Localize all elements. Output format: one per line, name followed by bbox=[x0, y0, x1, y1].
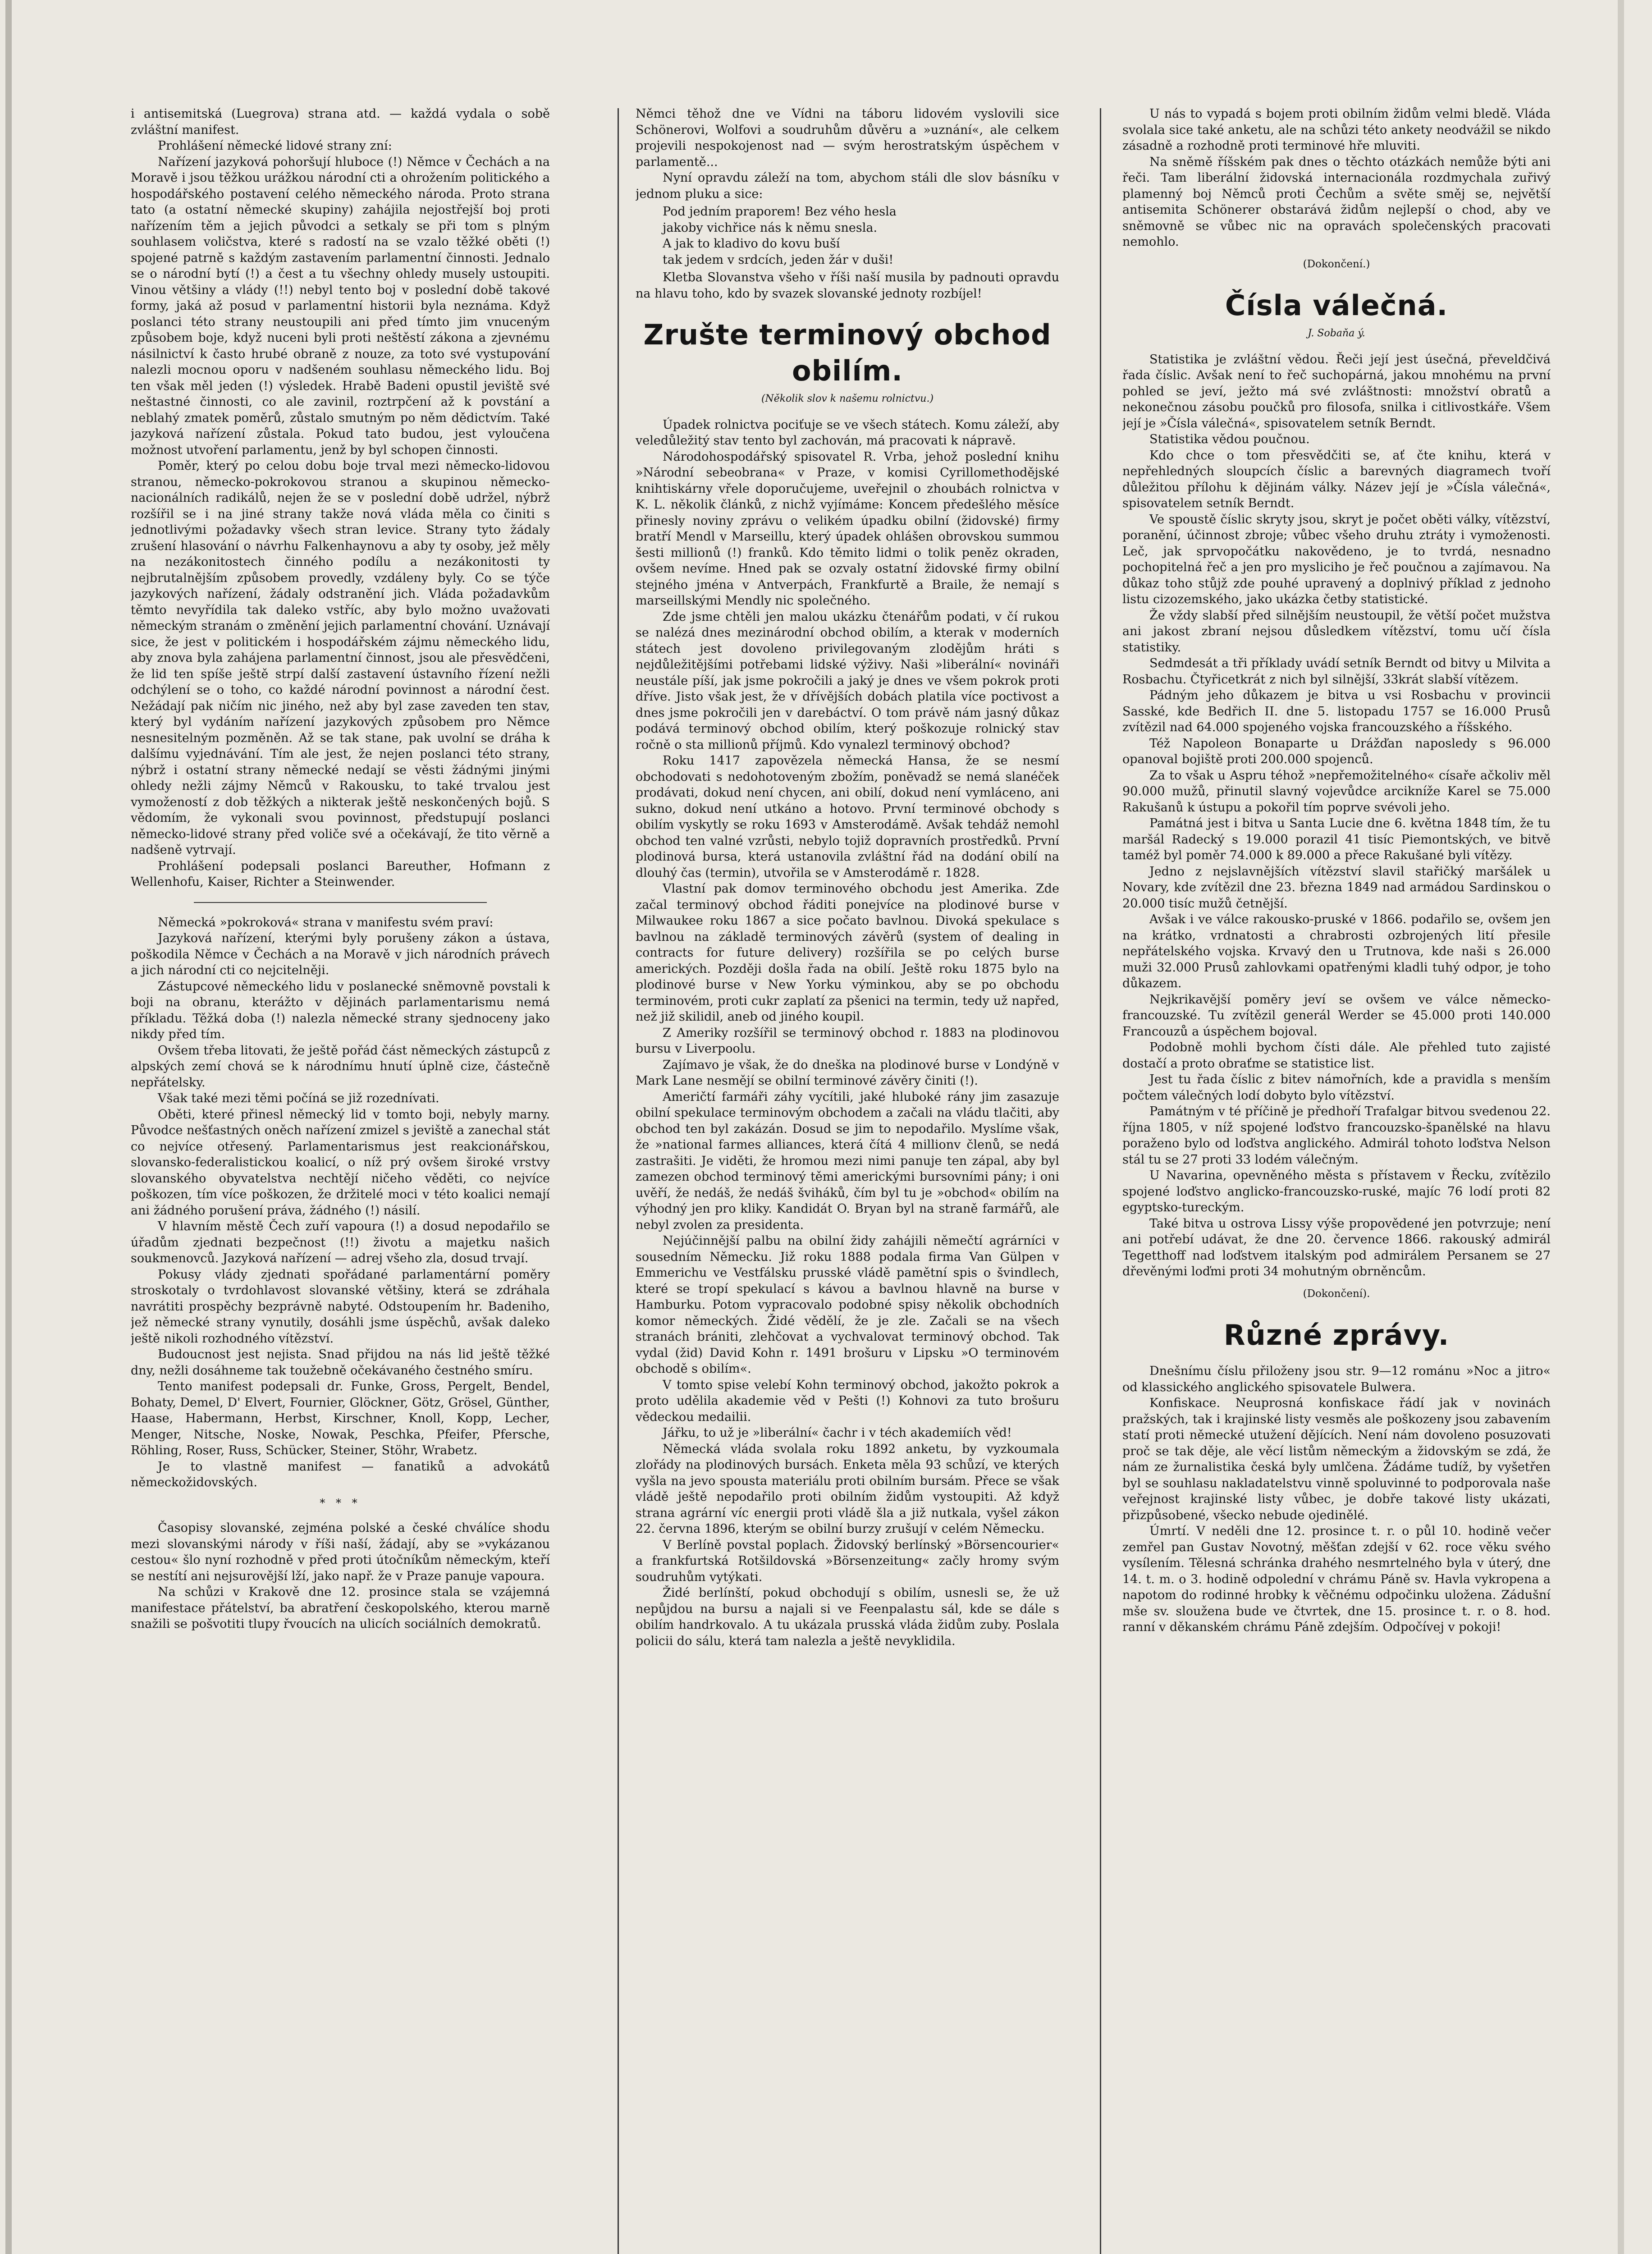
paragraph: Ovšem třeba litovati, že ještě pořád část německých zástupců z alpských zemí chová se k národnímu hnutí úplně cize, částečně nepřátelsky. bbox=[131, 1043, 550, 1090]
paragraph: Za to však u Aspru téhož »nepřemožitelného« císaře ačkoliv měl 90.000 mužů, přinutil slavný vojevůdce arcikníže Karel se 75.000 Rakušanů k ústupu a pokořil tím poprve svévoli jeho. bbox=[1122, 768, 1551, 815]
paragraph: V Berlíně povstal poplach. Židovský berlínský »Börsencourier« a frankfurtská Rotšildovská »Börsenzeitung« začly hromy svým soudruhům vytýkati. bbox=[636, 1538, 1059, 1584]
paragraph: Dnešnímu číslu přiloženy jsou str. 9—12 románu »Noc a jitro« od klassického anglického spisovatele Bulwera. bbox=[1122, 1364, 1551, 1394]
paragraph: Jedno z nejslavnějších vítězství slavil stařičký maršálek u Novary, kde zvítězil dne 23. března 1849 nad armádou Sardinskou o 20.000 tisíc mužů četnější. bbox=[1122, 864, 1551, 911]
paragraph: Poměr, který po celou dobu boje trval mezi německo-lidovou stranou, německo-pokrokovou stranou a skupinou německo-nacionálních radikálů, nejen že se v poslední době udržel, nýbrž rozšířil se i na jiné strany takže nová vláda měla co činiti s jednotlivými požadavky všech stran levice. Strany tyto žádaly zrušení hlasování o návrhu Falkenhaynovu a aby ty osoby, jež měly na nezákonitostech činného podílu a nezákonitosti ty nejbrutalnějším způsobem provedly, vzdáleny byly. Co se týče jazykových nařízení, žádaly odstranění jich. Vláda požadavkům těmto nevyřídila tak daleko vstříc, aby bylo možno uvažovati německým stranám o změnění jejich parlamentní chování. Uznávají sice, že jest v politickém i hospodářském zájmu německého lidu, aby znova byla zahájena parlamentní činnost, jsou ale přesvědčeni, že lid ten spíše ještě strpí další zastavení ústavního řízení nežli odchýlení se o toho, co každé národní povinnost a národní čest. Nežádají pak ničím nic jiného, než aby byl zase zaveden ten stav, který byl vydáním nařízení jazykových způsobem pro Němce nesnesitelným pozměněn. Až se tak stane, pak uvolní se dráha k dalšímu vyjednávání. Tím ale jest, že nejen poslanci této strany, nýbrž i ostatní strany německé nedají se věsti žádnými jinými ohledy nežli zájmy Němců v Rakousku, to také trvalou jest vymožeností z dob těžkých a nikterak ještě neskončených bojů. S vědomím, že vykonali svou povinnost, předstupují poslanci německo-lidové strany před voliče své a očekávají, že tito věrně a nadšeně vytrvají. bbox=[131, 459, 550, 857]
paragraph: Též Napoleon Bonaparte u Drážďan naposledy s 96.000 opanoval bojiště proti 200.000 spojenců. bbox=[1122, 736, 1551, 766]
paragraph: Konfiskace. Neuprosná konfiskace řádí jak v novinách pražských, tak i krajinské listy vesměs ale poškozeny jsou zabavením statí proti německé utužení dějících. Není nám dovoleno posuzovati proč se tak děje, ale věcí listům německým a židovským se zdá, že nám ze žurnalistika česká byly umlčena. Žádáme tudíž, by vyšetřen byl se souhlasu nakladatelstvu vinně spoluvinné to podporovala naše veřejnost krajinské listy vůbec, je dobře takové listy ukázati, přizpůsobené, všecko nebude ojedinělé. bbox=[1122, 1396, 1551, 1522]
paragraph: Vlastní pak domov terminového obchodu jest Amerika. Zde začal terminový obchod řáditi ponejvíce na plodinové burse v Milwaukee roku 1867 a sice počato bavlnou. Divoká spekulace s bavlnou na základě terminových závěrů (system of dealing in contracts for future delivery) rozšířila se po celých burse amerických. Později došla řada na obilí. Ještě roku 1875 bylo na plodinové burse v New Yorku výminkou, aby se po obchodu terminovém, proti cukr zaplatí za pšenici na termin, tedy už napřed, než již skilidil, aneb od jiného koupil. bbox=[636, 882, 1059, 1024]
paragraph: Památná jest i bitva u Santa Lucie dne 6. května 1848 tím, že tu maršál Radecký s 19.000 porazil 41 tisíc Piemontských, ve bitvě taméž byl poměr 74.000 k 89.000 a přece Rakušané byli vítězy. bbox=[1122, 816, 1551, 862]
paragraph: Časopisy slovanské, zejména polské a české chválíce shodu mezi slovanskými národy v říši naší, žádají, aby se »vykázanou cestou« šlo nyní rozhodně v před proti útočníkům německým, kteří se nestítí ani nejsurovější lží, jako např. že v Praze panuje vapoura. bbox=[131, 1521, 550, 1583]
paragraph: Zástupcové německého lidu v poslanecké sněmovně povstali k boji na obranu, kterážto v dějinách parlamentarismu nemá příkladu. Těžká doba (!) nalezla německé strany sjednoceny jako nikdy před tím. bbox=[131, 979, 550, 1041]
paragraph: Kdo chce o tom přesvědčiti se, ať čte knihu, která v nepřehledných sloupcích číslic a barevných diagramech tvoří důležitou přílohu k dějinám války. Název její je »Čísla válečná«, spisovatelem setník Berndt. bbox=[1122, 448, 1551, 510]
article-byline: (Několik slov k našemu rolnictvu.) bbox=[761, 393, 934, 404]
paragraph: Nyní opravdu záleží na tom, abychom stáli dle slov básníku v jednom pluku a sice: bbox=[636, 171, 1059, 201]
column-left bbox=[131, 106, 550, 2254]
article-byline: J. Sobaňa ý. bbox=[1308, 328, 1365, 339]
paragraph: Sedmdesát a tři příklady uvádí setník Berndt od bitvy u Milvita a Rosbachu. Čtyřicetkrát z nich byl silnější, 33krát slabší vítězem. bbox=[1122, 656, 1551, 687]
paragraph: Německá »pokroková« strana v manifestu svém praví: bbox=[158, 915, 494, 930]
article-end-note: (Dokončení.) bbox=[1303, 258, 1370, 270]
paragraph: Budoucnost jest nejista. Snad přijdou na nás lid ještě těžké dny, nežli dosáhneme tak toužebně očekávaného čestného smíru. bbox=[131, 1347, 550, 1378]
paragraph: Ve spoustě číslic skryty jsou, skryt je počet oběti války, vítězství, poranění, účinnost zbroje; vůbec všeho druhu ztráty i vymoženosti. Leč, jak sprvopočátku nakovědeno, je to tvrdá, nesnadno pochopitelná řeč a jen pro mysliciho je řeč poučnou a zajímavou. Na důkaz toho stůjž zde pouhé upravený a doplnivý příklad z jednoho listu cizozemského, jako ukázka četby statistické. bbox=[1122, 512, 1551, 606]
paragraph: Prohlášení podepsali poslanci Bareuther, Hofmann z Wellenhofu, Kaiser, Richter a Steinwender. bbox=[131, 859, 550, 889]
section-divider bbox=[194, 902, 487, 903]
paragraph: V tomto spise velebí Kohn terminový obchod, jakožto pokrok a proto udělila akademie věd v Pešti (!) Kohnovi za tuto brošuru vědeckou medailii. bbox=[636, 1378, 1059, 1424]
verse-line: jakoby vichřice nás k němu snesla. bbox=[663, 220, 878, 235]
paragraph: Američtí farmáři záhy vycítili, jaké hluboké rány jim zasazuje obilní spekulace terminovým obchodem a začali na vládu tlačiti, aby obchod ten byl zakázán. Dosud se jim to nepodařilo. Myslíme však, že »national farmes alliances, která čítá 4 millionv členů, se nedá zastrašiti. Je viděti, že hromou mezi nimi panuje ten zápal, aby byl zamezen obchod terminový těmi americkými bursovními pány; i oni uvěří, že nedáš, že nedáš šviháků, čím byl tu je »obchod« obilím na výhodný jen pro kliky. Kandidát O. Bryan byl na straně farmářů, ale nebyl zvolen za presidenta. bbox=[636, 1090, 1059, 1232]
paragraph: Že vždy slabší před silnějším neustoupil, že větší počet mužstva ani jakost zbraní nejsou důsledkem vítězství, tomu učí čísla statistiky. bbox=[1122, 608, 1551, 655]
paragraph: Tento manifest podepsali dr. Funke, Gross, Pergelt, Bendel, Bohaty, Demel, D' Elvert, Fournier, Glöckner, Götz, Grösel, Günther, Haase, Habermann, Herbst, Kirschner, Knoll, Kopp, Lecher, Menger, Nitsche, Noske, Nowak, Peschka, Pfeifer, Pfersche, Röhling, Roser, Russ, Schücker, Steiner, Stöhr, Wrabetz. bbox=[131, 1379, 550, 1457]
paragraph: Židé berlínští, pokud obchodují s obilím, usnesli se, že už nepůjdou na bursu a najali si ve Feenpalastu sál, kde se dále s obilím handrkovalo. A tu ukázala prusská vláda židům zuby. Poslala policii do sálu, která tam nalezla a ještě nevyklidila. bbox=[636, 1586, 1059, 1648]
page-edge-right bbox=[1618, 0, 1624, 2254]
column-middle bbox=[636, 106, 1059, 2254]
paragraph: Na schůzi v Krakově dne 12. prosince stala se vzájemná manifestace přátelství, ba abratření českopolského, kterou marně snažili se pošvotiti tlupy řvoucích na ulicích sociálních demokratů. bbox=[131, 1585, 550, 1631]
paragraph: Němci těhož dne ve Vídni na táboru lidovém vyslovili sice Schönerovi, Wolfovi a soudruhům důvěru a »uznání«, ale celkem projevili nespokojenost nad — svým herostratským úspěchem v parlamentě... bbox=[636, 107, 1059, 169]
article-headline: Čísla válečná. bbox=[1225, 289, 1448, 322]
paragraph: Roku 1417 zapovězela německá Hansa, že se nesmí obchodovati s nedohotoveným zbožím, poněvadž se nemá slanéček prodávati, dokud není chycen, ani obilí, dokud není vymlácenо, ani sukno, dokud není utkáno a hotovo. První terminové obchody s obilím vyskytly se roku 1693 v Amsterodámě. Avšak tehdáž nemohl obchod ten valné vzrůsti, nebylo tojiž dopravních prostředků. První plodinová bursa, která ustanovila zvláštní řád na dodání obilí na dlouhý čas (termin), utvořila se v Amsterodámě r. 1828. bbox=[636, 754, 1059, 880]
paragraph: Jest tu řada číslic z bitev námořních, kde a pravidla s menším počtem válečných lodí dobyto bylo vítězství. bbox=[1122, 1072, 1551, 1103]
paragraph: Však také mezi těmi počíná se již rozednívati. bbox=[158, 1091, 439, 1105]
paragraph: Památným v té příčině je předhoří Trafalgar bitvou svedenou 22. října 1805, v níž spojené loďstvo francouzsko-španělské na hlavu poraženo bylo od loďstva anglického. Admirál tohoto loďstva Nelson stál tu se 27 proti 33 lodém válečným. bbox=[1122, 1104, 1551, 1167]
verse-line: Pod jedním praporem! Bez vého hesla bbox=[663, 205, 897, 219]
article-end-note: (Dokončení). bbox=[1303, 1287, 1370, 1300]
paragraph: Pádným jeho důkazem je bitva u vsi Rosbachu v provincii Sasské, kde Bedřich II. dne 5. listopadu 1757 se 16.000 Prusů zvítězil nad 64.000 spojeného vojska francouzského a říšského. bbox=[1122, 688, 1551, 734]
paragraph: Statistika je zvláštní vědou. Řeči její jest úsečná, převeldčivá řada číslic. Avšak není to řeč suchopárná, jakou mnohému na první pohled se jeví, ježto má své zvláštnosti: množství obratů a nekonečnou zásobu poučků pro filosofa, snilka i citlivostkáře. Všem její je »Čísla válečná«, spisovatelem setník Berndt. bbox=[1122, 352, 1551, 431]
paragraph: Zajímavo je však, že do dneška na plodinové burse v Londýně v Mark Lane nesmějí se obilní terminové závěry činiti (!). bbox=[636, 1058, 1059, 1088]
paragraph: V hlavním městě Čech zuří vapoura (!) a dosud nepodařilo se úřadům zjednati bezpečnost (!!) životu a majetku našich soukmenovců. Jazyková nařízení — adrej všeho zla, dosud trvají. bbox=[131, 1219, 550, 1265]
paragraph: Avšak i ve válce rakousko-pruské v 1866. podařilo se, ovšem jen na krátko, vrdnatosti a chrabrosti ozbrojených lití přesile nepřátelského vojska. Krvavý den u Trutnova, kde naši s 26.000 muži 32.000 Prusů zahlovkami opatřenými kladli tuhý odpor, je toho důkazem. bbox=[1122, 912, 1551, 990]
verse-line: tak jedem v srdcích, jeden žár v duši! bbox=[663, 252, 894, 267]
paragraph: Nařízení jazyková pohoršují hluboce (!) Němce v Čechách a na Moravě i jsou těžkou urážkou národní cti a ohrožením politického a hospodářského postavení celého německého národa. Proto strana tato (a ostatní německé skupiny) zahájila nejostřejší boj proti nařízením těm a jejich původci a setkaly se při tom s plným souhlasem voličstva, které s radostí na se vzalo těžké oběti (!) spojené patrně s každým zastavením parlamentní činnosti. Jednalo se o národní bytí (!) a čest a tu všechny ohledy musely ustoupiti. Vinou většiny a vlády (!!) nebyl tento boj v poslední době takové formy, jaká až posud v parlamentní historii byla neznáma. Když poslanci této strany neustoupili ani před tímto jim vnuceným způsobem boje, když nuceni byli proti neštěstí zákona a zjevnému násilnictví k často hrubé obraně z nouze, za toto své vystupování nalezli mocnou oporu v nadšeném souhlasu německého lidu. Boj ten však měl jeden (!) výsledek. Hrabě Badeni opustil jeviště své neštastné činnosti, co ale zavinil, roztrpčení až k povstání a neblahý zmatek poměrů, zůstalo smutným po něm dědictvím. Také jazyková nařízení zůstala. Pokud tato budou, jest vyloučena možnost utvoření parlamentu, jenž by byl schopen činnosti. bbox=[131, 155, 550, 457]
paragraph: Kletba Slovanstva všeho v říši naší musila by padnouti opravdu na hlavu toho, kdo by svazek slovanské jednoty rozbíjel! bbox=[636, 270, 1059, 301]
paragraph: Německá vláda svolala roku 1892 anketu, by vyzkoumala zlořády na plodinových bursách. Enketa měla 93 schůzí, ve kterých vyšla na jevo spousta materiálu proti obilním bursám. Přece se však vládě ještě nepodařilo proti obilním židům vystoupiti. Až když strana agrární víc energii proti vládě šla a již nutkala, vyšel zákon 22. června 1896, kterým se obilní burzy zrušují v celém Německu. bbox=[636, 1442, 1059, 1536]
paragraph: U Navarina, opevněného města s přístavem v Řecku, zvítězilo spojené loďstvo anglicko-francouzsko-ruské, majíc 76 lodí proti 82 egyptsko-tureckým. bbox=[1122, 1168, 1551, 1214]
paragraph: Oběti, které přinesl německý lid v tomto boji, nebyly marny. Původce nešťastných oněch nařízení zmizel s jeviště a zanechal stát co nejvíce otřesený. Parlamentarismus jest reakcionářskou, slovansko-federalistickou koalicí, o níž prý ovšem široké vrstvy slovanského obyvatelstva nechtějí ničeho věděti, co nejvíce poškozen, tím více poškozen, že držitelé moci v této koalici nemají ani žádného porušení práva, žádného (!) násilí. bbox=[131, 1107, 550, 1218]
paragraph: Zde jsme chtěli jen malou ukázku čtenářům podati, v čí rukou se nalézá dnes mezinárodní obchod obilím, a kterak v moderních státech jest dovoleno privilegovaným zlodějům hráti s nejdůležitějšími potřebami lidské výživy. Naši »liberální« novináři neustále píší, jak jsme pokročili a jaký je dnes ve všem pokrok proti dříve. Jisto však jest, že v dřívějších dobách platila více poctivost a dnes jsme pokročili jen v darebáctví. O tom právě nám jasný důkaz podává terminový obchod obilím, který poškozuje rolnický stav ročně o sta millionů příjmů. Kdo vynalezl terminový obchod? bbox=[636, 609, 1059, 752]
verse-block bbox=[663, 204, 1059, 268]
paragraph: Jazyková nařízení, kterými byly porušeny zákon a ústava, poškodila Němce v Čechách a na Moravě v jich národních právech a jich národní cti co nejcitelněji. bbox=[131, 931, 550, 977]
verse-line: A jak to kladivo do kovu buší bbox=[663, 237, 840, 251]
paragraph: Nejkrikavější poměry jeví se ovšem ve válce německo-francouzské. Tu zvítězil generál Werder se 45.000 proti 140.000 Francouzů a úspěchem bojoval. bbox=[1122, 992, 1551, 1039]
paragraph: U nás to vypadá s bojem proti obilním židům velmi bledě. Vláda svolala sice také anketu, ale na schůzi této ankety neodvážil se nikdo zásadně a rozhodně proti terminové hře mluviti. bbox=[1122, 107, 1551, 153]
paragraph: Jářku, to už je »liberální« čachr i v téch akademiích věd! bbox=[663, 1426, 1012, 1440]
paragraph: Národohospodářský spisovatel R. Vrba, jehož poslední knihu »Národní sebeobrana« v Praze, v komisi Cyrillomethodějské knihtiskárny vřele doporučujeme, uveřejnil o zhoubách rolnictva v K. L. několik článků, z nichž vyjímáme: Koncem předešlého měsíce přinesly noviny zprávu o velikém úpadku obilní (židovské) firmy bratří Mendl v Marseillu, který úpadek ohlášen obrovskou summou šesti millionů (!) franků. Kdo těmito lidmi o tolik peněz okraden, ovšem nevíme. Hned pak se ozvaly ostatní židovské firmy obilní stejného jména v Antverpách, Frankfurtě a Braile, že nemají s marseillskými Mendly nic společného. bbox=[636, 449, 1059, 608]
article-headline: Různé zprávy. bbox=[1223, 1319, 1450, 1351]
section-separator: * * * bbox=[320, 1496, 361, 1509]
column-right bbox=[1122, 106, 1551, 2254]
paragraph: Na sněmě říšském pak dnes o těchto otázkách nemůže býti ani řeči. Tam liberální židovská internacionála rozdmychala zuřivý plamenný boj Němců proti Čechům a světe směj se, největší antisemita Schönerer obstarává židům nejlepší o chod, aby ve sněmovně se vůbec nic na opravách společenských pracovati nemohlo. bbox=[1122, 155, 1551, 249]
paragraph: Nejúčinnější palbu na obilní židy zahájili němečtí agrárníci v sousedním Německu. Již roku 1888 podala firma Van Gülpen v Emmerichu ve Vestfálsku prusské vládě pamětní spis o švindlech, které se tropí spekulací s kávou a bavlnou hlavně na burse v Hamburku. Potom vypracovalo podobné spisy několik obchodních komor německých. Židé vědělí, že je zle. Začali se na všech stranách brániti, zlehčovat a vychvalovat terminový obchod. Tak vydal (žid) David Kohn r. 1491 brošuru v Lipsku »O terminovém obchodě s obilím«. bbox=[636, 1234, 1059, 1376]
paragraph: Z Ameriky rozšířil se terminový obchod r. 1883 na plodinovou bursu v Liverpoolu. bbox=[636, 1026, 1059, 1056]
paragraph: Je to vlastně manifest — fanatiků a advokátů německožidovských. bbox=[131, 1459, 550, 1489]
paragraph: Úpadek rolnictva pociťuje se ve všech státech. Komu záleží, aby veledůležitý stav tento byl zachován, má pracovati k nápravě. bbox=[636, 417, 1059, 448]
column-rule bbox=[618, 108, 619, 2254]
paragraph: Prohlášení německé lidové strany zní: bbox=[158, 139, 392, 153]
paragraph: Statistika vědou poučnou. bbox=[1149, 432, 1310, 446]
paragraph: Podobně mohli bychom čísti dále. Ale přehled tuto zajisté dostačí a proto obraťme se statistice list. bbox=[1122, 1040, 1551, 1071]
column-rule bbox=[1100, 108, 1101, 2254]
paragraph: Také bitva u ostrova Lissy výše propovědené jen potvrzuje; není ani potřebí udávat, že dne 20. července 1866. rakouský admirál Tegetthoff nad loďstvem italským pod admirálem Persanem se 27 dřevěnými loďmi proti 34 mohutným obrněncům. bbox=[1122, 1216, 1551, 1278]
paragraph: i antisemitská (Luegrova) strana atd. — každá vydala o sobě zvláštní manifest. bbox=[131, 107, 550, 137]
paragraph: Úmrtí. V neděli dne 12. prosince t. r. o půl 10. hodině večer zemřel pan Gustav Novotný, měšťan zdejší v 62. roce věku svého vysílením. Tělesná schránka drahého nesmrtelného byla v úterý, dne 14. t. m. o 3. hodině odpolední v chrámu Páně sv. Havla vykropena a napotom do rodinné hrobky k věčnému odpočinku uložena. Zádušní mše sv. sloužena bude ve čtvrtek, dne 15. prosince t. r. o 8. hod. ranní v děkanském chrámu Páně zdejším. Odpočívej v pokoji! bbox=[1122, 1524, 1551, 1634]
page-edge-left bbox=[5, 0, 12, 2254]
article-headline: Zrušte terminový obchod obilím. bbox=[643, 318, 1052, 387]
paragraph: Pokusy vlády zjednati spořádané parlamentární poměry stroskotaly o tvrdohlavost slovanské většiny, která se zdráhala navrátiti prospěchy bezprávně nabyté. Odstoupením hr. Badeniho, jež německé strany vynutily, dosáhli jsme úspěchů, avšak daleko ještě nikoli rozhodného vítězství. bbox=[131, 1267, 550, 1346]
